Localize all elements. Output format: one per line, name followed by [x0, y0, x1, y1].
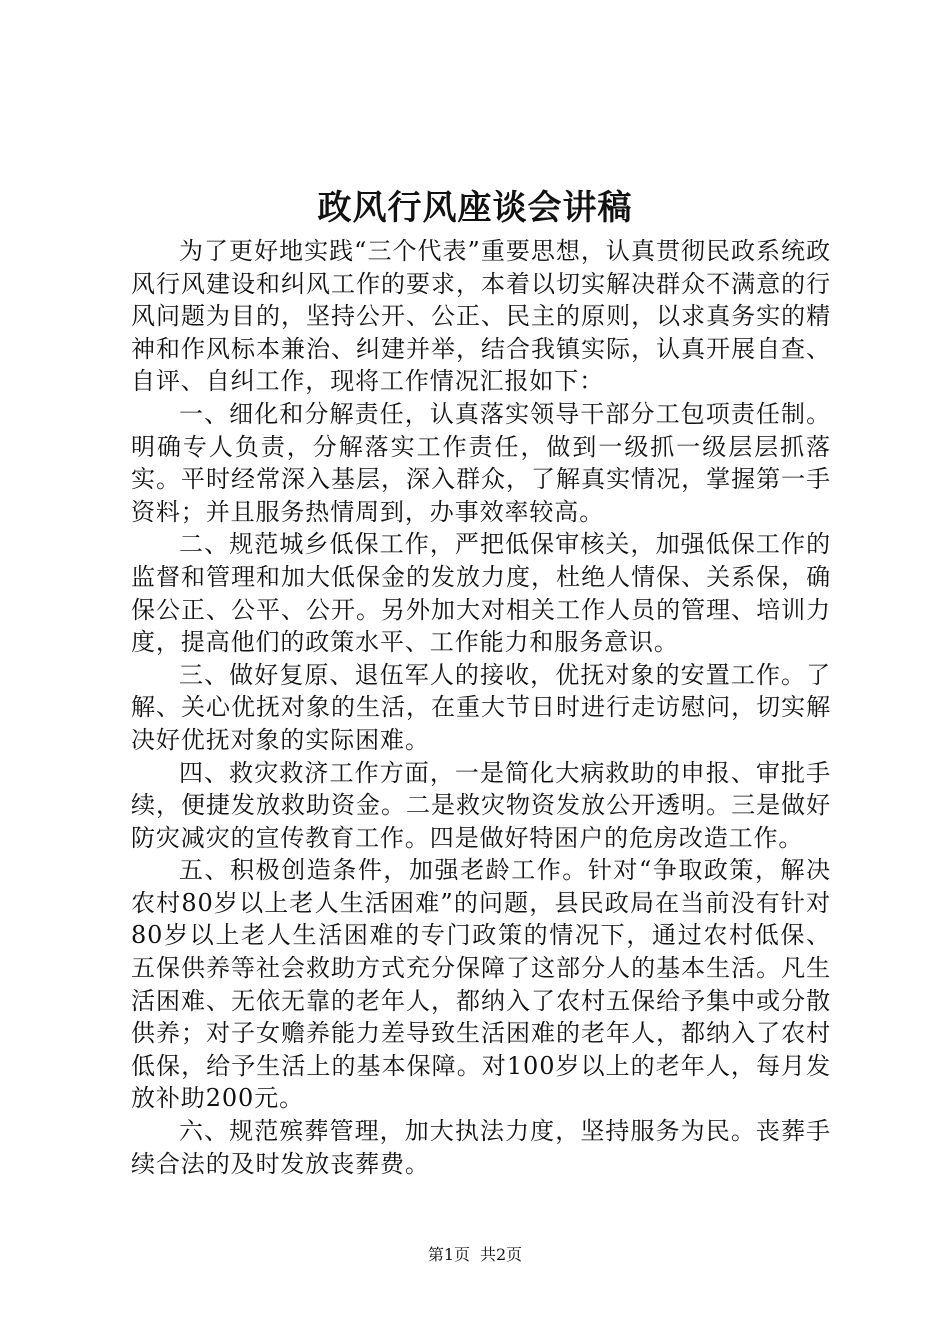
paragraph-section-1: 一、细化和分解责任，认真落实领导干部分工包项责任制。明确专人负责，分解落实工作责任，做到一级抓一级层层抓落实。平时经常深入基层，深入群众，了解真实情况，掌握第一手资料；并且服务热情周到，办事效率较高。	[131, 399, 831, 526]
paragraph-section-6: 六、规范殡葬管理，加大执法力度，坚持服务为民。丧葬手续合法的及时发放丧葬费。	[131, 1117, 831, 1178]
paragraph-section-4: 四、救灾救济工作方面，一是简化大病救助的申报、审批手续，便捷发放救助资金。二是救灾物资发放公开透明。三是做好防灾减灾的宣传教育工作。四是做好特困户的危房改造工作。	[131, 758, 831, 852]
page-number-current: 第1页	[427, 1245, 470, 1264]
page-footer	[0, 1243, 950, 1267]
paragraph-section-5: 五、积极创造条件，加强老龄工作。针对“争取政策，解决农村80岁以上老人生活困难”的问题，县民政局在当前没有针对80岁以上老人生活困难的专门政策的情况下，通过农村低保、五保供养等社会救助方式充分保障了这部分人的基本生活。凡生活困难、无依无靠的老年人，都纳入了农村五保给予集中或分散供养；对子女赡养能力差导致生活困难的老年人，都纳入了农村低保，给予生活上的基本保障。对100岁以上的老年人，每月发放补助200元。	[131, 856, 831, 1113]
document-title: 政风行风座谈会讲稿	[317, 188, 633, 228]
paragraph-section-3: 三、做好复原、退伍军人的接收，优抚对象的安置工作。了解、关心优抚对象的生活，在重大节日时进行走访慰问，切实解决好优抚对象的实际困难。	[131, 660, 831, 754]
page-number-total: 共2页	[480, 1245, 523, 1264]
document-body	[131, 235, 831, 1180]
paragraph-intro: 为了更好地实践“三个代表”重要思想，认真贯彻民政系统政风行风建设和纠风工作的要求，本着以切实解决群众不满意的行风问题为目的，坚持公开、公正、民主的原则，以求真务实的精神和作风标本兼治、纠建并举，结合我镇实际，认真开展自查、自评、自纠工作，现将工作情况汇报如下：	[131, 237, 831, 396]
paragraph-section-2: 二、规范城乡低保工作，严把低保审核关，加强低保工作的监督和管理和加大低保金的发放力度，杜绝人情保、关系保，确保公正、公平、公开。另外加大对相关工作人员的管理、培训力度，提高他们的政策水平、工作能力和服务意识。	[131, 530, 831, 657]
